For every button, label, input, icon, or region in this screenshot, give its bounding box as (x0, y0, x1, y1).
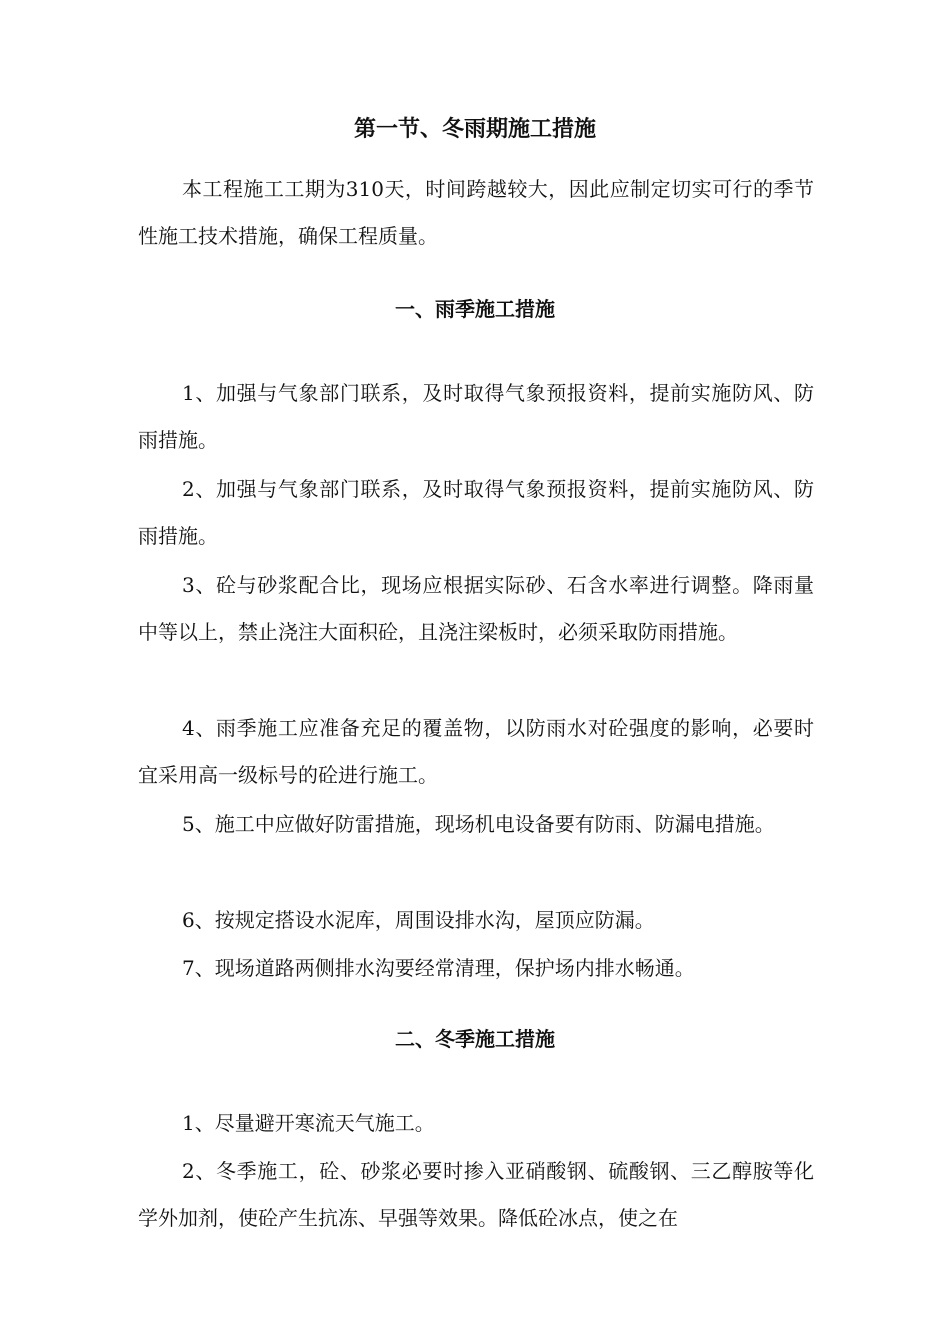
intro-paragraph: 本工程施工工期为310天，时间跨越较大，因此应制定切实可行的季节性施工技术措施，确保工程质量。 (138, 177, 814, 248)
list-item: 5、施工中应做好防雷措施，现场机电设备要有防雨、防漏电措施。 (182, 812, 775, 836)
section-heading-winter: 二、冬季施工措施 (395, 1027, 555, 1051)
list-item: 2、加强与气象部门联系，及时取得气象预报资料，提前实施防风、防雨措施。 (138, 477, 814, 548)
section-heading-rainy: 一、雨季施工措施 (395, 297, 555, 321)
list-item: 7、现场道路两侧排水沟要经常清理，保护场内排水畅通。 (182, 956, 695, 980)
list-item: 1、加强与气象部门联系，及时取得气象预报资料，提前实施防风、防雨措施。 (138, 381, 814, 452)
list-item: 2、冬季施工，砼、砂浆必要时掺入亚硝酸钢、硫酸钢、三乙醇胺等化学外加剂，使砼产生抗冻、早强等效果。降低砼冰点，使之在 (138, 1159, 814, 1230)
list-item: 3、砼与砂浆配合比，现场应根据实际砂、石含水率进行调整。降雨量中等以上，禁止浇注大面积砼，且浇注梁板时，必须采取防雨措施。 (138, 573, 814, 644)
list-item: 6、按规定搭设水泥库，周围设排水沟，屋顶应防漏。 (182, 908, 655, 932)
list-item: 4、雨季施工应准备充足的覆盖物，以防雨水对砼强度的影响，必要时宜采用高一级标号的砼进行施工。 (138, 716, 814, 787)
page-title: 第一节、冬雨期施工措施 (353, 117, 596, 142)
list-item: 1、尽量避开寒流天气施工。 (182, 1111, 435, 1135)
